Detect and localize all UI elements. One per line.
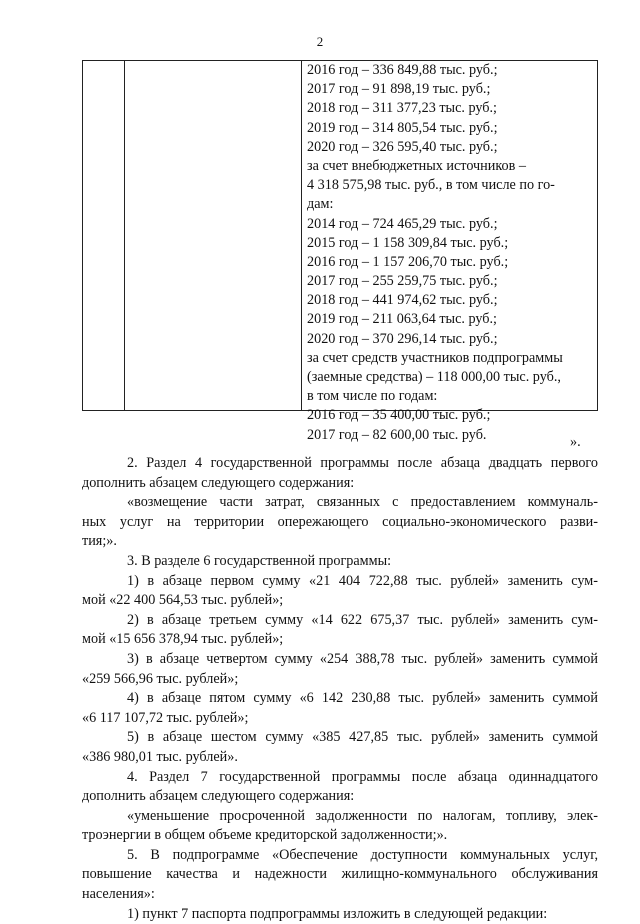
table-cell-line: 2016 год – 35 400,00 тыс. руб.; [307, 407, 491, 424]
table-cell-line: (заемные средства) – 118 000,00 тыс. руб., [307, 369, 561, 385]
table-cell-line: 2017 год – 255 259,75 тыс. руб.; [307, 273, 498, 290]
paragraph-line: повышение качества и надежности жилищно-коммунального обслуживания [82, 866, 598, 883]
table-cell-line: 2018 год – 441 974,62 тыс. руб.; [307, 292, 498, 309]
paragraph-line: дополнить абзацем следующего содержания: [82, 474, 355, 491]
paragraph-line: 3) в абзаце четвертом сумму «254 388,78 тыс. рублей» заменить суммой [127, 650, 598, 667]
table-cell-line: за счет средств участников подпрограммы [307, 349, 563, 366]
table-cell-line: 2019 год – 211 063,64 тыс. руб.; [307, 311, 497, 328]
paragraph-line: населения»: [82, 886, 155, 903]
paragraph-line: 3. В разделе 6 государственной программы: [127, 552, 392, 569]
table-cell-line: дам: [307, 196, 334, 213]
table-cell-line: 2018 год – 311 377,23 тыс. руб.; [307, 100, 497, 117]
table-cell-line: за счет внебюджетных источников – [307, 157, 526, 174]
table-column-divider [124, 61, 125, 410]
amendment-text [82, 454, 598, 924]
paragraph-line: «386 980,01 тыс. рублей». [82, 748, 238, 765]
table-cell-line: 4 318 575,98 тыс. руб., в том числе по го- [307, 177, 555, 194]
table-cell-line: 2014 год – 724 465,29 тыс. руб.; [307, 215, 498, 232]
paragraph-line: троэнергии в общем объеме кредиторской задолженности;». [82, 827, 448, 844]
funding-table [82, 60, 598, 443]
paragraph-line: 2) в абзаце третьем сумму «14 622 675,37 тыс. рублей» заменить сум- [127, 611, 598, 628]
paragraph-line: 4. Раздел 7 государственной программы после абзаца одиннадцатого [127, 768, 598, 785]
table-cell-line: 2016 год – 1 157 206,70 тыс. руб.; [307, 253, 509, 270]
paragraph-line: 1) пункт 7 паспорта подпрограммы изложить в следующей редакции: [127, 905, 548, 922]
table-cell-funding-text [307, 61, 595, 445]
table-cell-line: 2020 год – 326 595,40 тыс. руб.; [307, 138, 498, 155]
table-cell-line: 2016 год – 336 849,88 тыс. руб.; [307, 62, 498, 78]
table-column-divider [301, 61, 302, 410]
paragraph-line: 2. Раздел 4 государственной программы после абзаца двадцать первого [127, 455, 598, 471]
paragraph-line: дополнить абзацем следующего содержания: [82, 788, 355, 805]
paragraph-line: 5) в абзаце шестом сумму «385 427,85 тыс. рублей» заменить суммой [127, 729, 598, 746]
table-cell-line: в том числе по годам: [307, 388, 438, 405]
paragraph-line: мой «15 656 378,94 тыс. рублей»; [82, 631, 284, 648]
paragraph-line: «уменьшение просроченной задолженности по налогам, топливу, элек- [127, 807, 598, 824]
paragraph-line: тия;». [82, 533, 117, 550]
table-cell-line: 2020 год – 370 296,14 тыс. руб.; [307, 330, 498, 347]
table-cell-line: 2017 год – 91 898,19 тыс. руб.; [307, 81, 491, 98]
paragraph-line: 4) в абзаце пятом сумму «6 142 230,88 тыс. рублей» заменить суммой [127, 690, 598, 707]
paragraph-line: ных услуг на территории опережающего социально-экономического разви- [82, 513, 598, 530]
paragraph-line: 1) в абзаце первом сумму «21 404 722,88 тыс. рублей» заменить сум- [127, 572, 598, 589]
paragraph-line: мой «22 400 564,53 тыс. рублей»; [82, 592, 284, 609]
table-cell-line: 2019 год – 314 805,54 тыс. руб.; [307, 119, 498, 136]
paragraph-line: «6 117 107,72 тыс. рублей»; [82, 709, 249, 726]
paragraph-line: 5. В подпрограмме «Обеспечение доступности коммунальных услуг, [127, 846, 598, 863]
closing-quote: ». [570, 434, 581, 450]
page-number: 2 [316, 34, 324, 49]
paragraph-line: «возмещение части затрат, связанных с предоставлением коммуналь- [127, 494, 598, 511]
table-cell-line: 2015 год – 1 158 309,84 тыс. руб.; [307, 234, 509, 251]
table-cell-line: 2017 год – 82 600,00 тыс. руб. [307, 426, 487, 443]
paragraph-line: «259 566,96 тыс. рублей»; [82, 670, 239, 687]
